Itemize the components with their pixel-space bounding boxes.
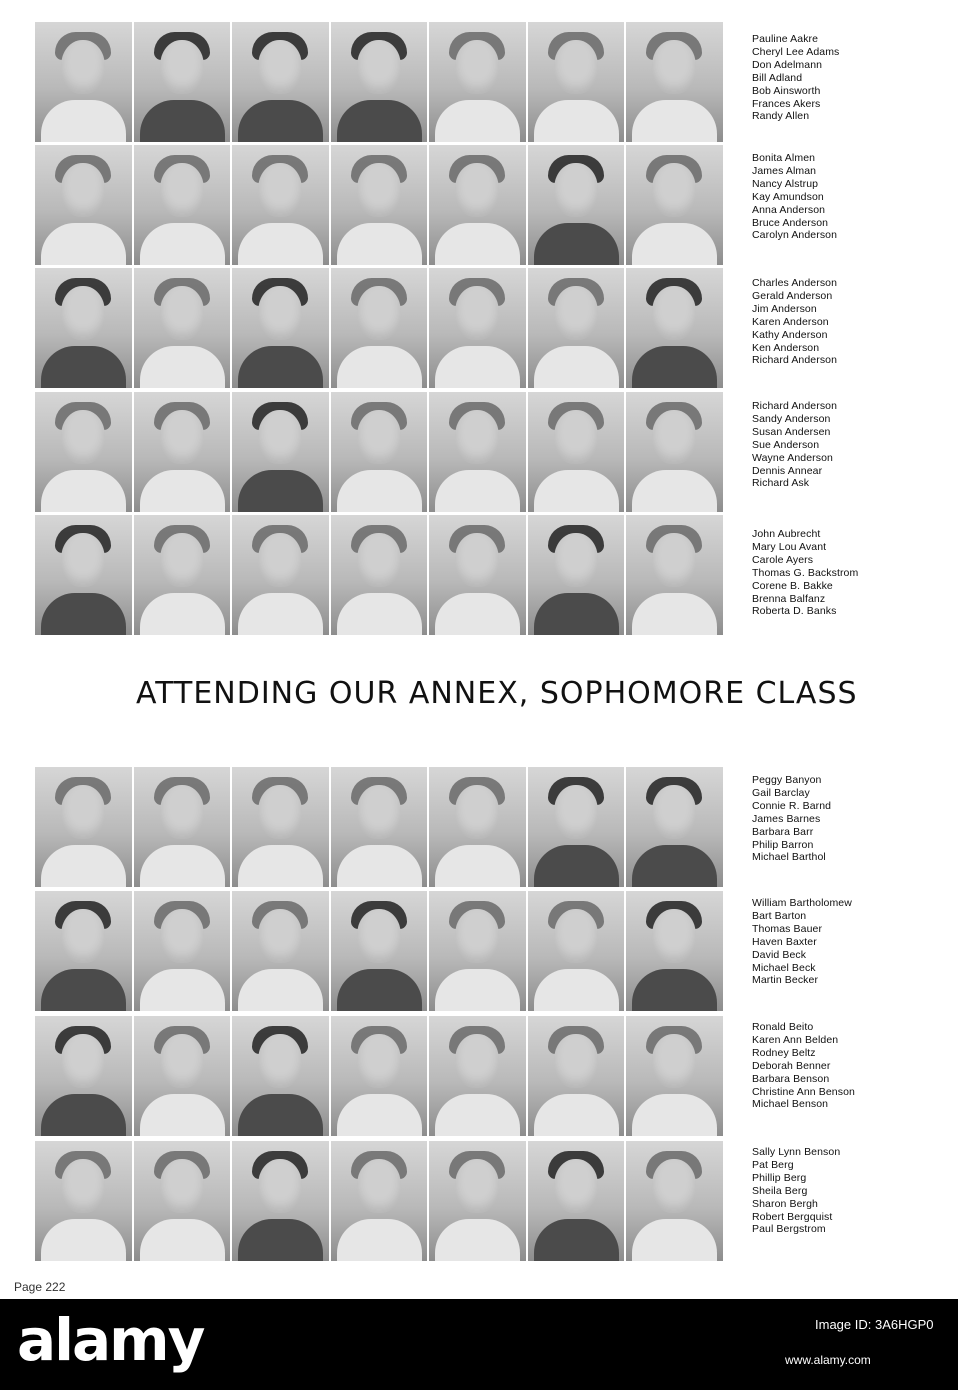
student-name: Richard Ask [752, 477, 810, 490]
portrait-photo [35, 891, 132, 1011]
student-name: Haven Baxter [752, 935, 817, 948]
portrait-photo [134, 268, 231, 388]
student-name: Bruce Anderson [752, 216, 829, 229]
student-name: Roberta D. Banks [752, 605, 837, 618]
portrait-photo [232, 891, 329, 1011]
photo-row-7 [35, 891, 723, 1011]
student-name: Richard Anderson [752, 400, 838, 412]
portrait-photo [626, 1141, 723, 1261]
name-list [752, 152, 952, 242]
portrait-photo [626, 767, 723, 887]
portrait-photo [626, 891, 723, 1011]
name-list [752, 1146, 952, 1236]
student-name: Gerald Anderson [752, 289, 833, 302]
brand-logo: alamy [17, 1306, 204, 1374]
portrait-photo [331, 767, 428, 887]
student-name: Rodney Beltz [752, 1046, 816, 1059]
portrait-photo [232, 767, 329, 887]
student-name: Ken Anderson [752, 341, 820, 354]
portrait-photo [35, 767, 132, 887]
portrait-photo [134, 515, 231, 635]
photo-row-9 [35, 1141, 723, 1261]
portrait-photo [626, 268, 723, 388]
portrait-photo [134, 145, 231, 265]
student-name: Mary Lou Avant [752, 540, 827, 553]
portrait-photo [331, 268, 428, 388]
portrait-photo [429, 1141, 526, 1261]
student-name: Paul Bergstrom [752, 1223, 826, 1236]
portrait-photo [626, 515, 723, 635]
student-name: Michael Barthol [752, 851, 826, 864]
portrait-photo [528, 1141, 625, 1261]
student-name: Corene B. Bakke [752, 579, 833, 592]
student-name: Barbara Barr [752, 825, 814, 838]
student-name: Sue Anderson [752, 438, 820, 451]
portrait-photo [528, 891, 625, 1011]
portrait-photo [134, 1141, 231, 1261]
student-name: Connie R. Barnd [752, 799, 832, 812]
student-name: Brenna Balfanz [752, 592, 826, 605]
student-name: James Alman [752, 164, 817, 177]
portrait-photo [134, 1016, 231, 1136]
name-list [752, 33, 952, 123]
student-name: Martin Becker [752, 974, 819, 987]
portrait-photo [134, 891, 231, 1011]
student-name: Michael Benson [752, 1098, 829, 1111]
portrait-photo [35, 1016, 132, 1136]
portrait-photo [232, 1141, 329, 1261]
student-name: Richard Anderson [752, 354, 838, 367]
portrait-photo [331, 515, 428, 635]
student-name: Thomas G. Backstrom [752, 566, 859, 579]
student-name: Charles Anderson [752, 277, 838, 289]
student-name: Bart Barton [752, 909, 807, 922]
student-name: John Aubrecht [752, 528, 821, 540]
portrait-photo [429, 1016, 526, 1136]
portrait-photo [528, 145, 625, 265]
student-name: Thomas Bauer [752, 922, 823, 935]
student-name: Jim Anderson [752, 302, 817, 315]
student-name: Kathy Anderson [752, 328, 828, 341]
photo-row-5 [35, 515, 723, 635]
portrait-photo [429, 392, 526, 512]
name-list [752, 897, 952, 987]
student-name: Philip Barron [752, 838, 814, 851]
name-list [752, 1021, 952, 1111]
portrait-photo [429, 515, 526, 635]
student-name: Sharon Bergh [752, 1197, 818, 1210]
photo-row-4 [35, 392, 723, 512]
student-name: Carolyn Anderson [752, 229, 838, 242]
student-name: Susan Andersen [752, 425, 831, 438]
portrait-photo [35, 145, 132, 265]
student-name: Barbara Benson [752, 1072, 830, 1085]
portrait-photo [35, 22, 132, 142]
portrait-photo [626, 22, 723, 142]
student-name: Sandy Anderson [752, 412, 831, 425]
page-number: Page 222 [14, 1280, 66, 1294]
student-name: Frances Akers [752, 97, 821, 110]
student-name: Cheryl Lee Adams [752, 45, 840, 58]
portrait-photo [528, 515, 625, 635]
portrait-photo [35, 392, 132, 512]
photo-row-6 [35, 767, 723, 887]
portrait-photo [528, 22, 625, 142]
photo-row-1 [35, 22, 723, 142]
portrait-photo [232, 145, 329, 265]
portrait-photo [528, 392, 625, 512]
image-id-label: Image ID: 3A6HGP0 [815, 1317, 934, 1332]
site-url: www.alamy.com [785, 1353, 871, 1367]
name-list [752, 400, 952, 490]
student-name: Bob Ainsworth [752, 84, 821, 97]
student-name: Bonita Almen [752, 152, 816, 164]
portrait-photo [528, 268, 625, 388]
photo-row-3 [35, 268, 723, 388]
student-name: Karen Ann Belden [752, 1033, 839, 1046]
student-name: Michael Beck [752, 961, 816, 974]
student-name: William Bartholomew [752, 897, 852, 909]
page-title: ATTENDING OUR ANNEX, SOPHOMORE CLASS [136, 676, 858, 711]
student-name: Carole Ayers [752, 553, 814, 566]
name-list [752, 774, 952, 864]
student-name: Bill Adland [752, 71, 803, 84]
student-name: Karen Anderson [752, 315, 829, 328]
student-name: Don Adelmann [752, 58, 823, 71]
student-name: Ronald Beito [752, 1021, 814, 1033]
portrait-photo [331, 1141, 428, 1261]
student-name: Wayne Anderson [752, 451, 833, 464]
portrait-photo [626, 145, 723, 265]
portrait-photo [232, 392, 329, 512]
portrait-photo [331, 145, 428, 265]
student-name: Anna Anderson [752, 203, 826, 216]
student-name: Peggy Banyon [752, 774, 822, 786]
student-name: Gail Barclay [752, 786, 810, 799]
student-name: Nancy Alstrup [752, 177, 819, 190]
watermark-footer [0, 1299, 958, 1390]
portrait-photo [528, 767, 625, 887]
student-name: Pat Berg [752, 1158, 794, 1171]
student-name: Deborah Benner [752, 1059, 831, 1072]
portrait-photo [35, 515, 132, 635]
portrait-photo [232, 1016, 329, 1136]
name-list [752, 277, 952, 367]
student-name: Sheila Berg [752, 1184, 808, 1197]
portrait-photo [429, 268, 526, 388]
portrait-photo [35, 268, 132, 388]
student-name: Randy Allen [752, 110, 810, 123]
student-name: Sally Lynn Benson [752, 1146, 841, 1158]
name-list [752, 528, 952, 618]
portrait-photo [35, 1141, 132, 1261]
portrait-photo [429, 22, 526, 142]
student-name: Pauline Aakre [752, 33, 819, 45]
photo-row-2 [35, 145, 723, 265]
photo-row-8 [35, 1016, 723, 1136]
student-name: James Barnes [752, 812, 821, 825]
portrait-photo [331, 22, 428, 142]
portrait-photo [626, 392, 723, 512]
student-name: Phillip Berg [752, 1171, 807, 1184]
student-name: Kay Amundson [752, 190, 824, 203]
portrait-photo [429, 767, 526, 887]
portrait-photo [134, 767, 231, 887]
portrait-photo [232, 515, 329, 635]
portrait-photo [331, 392, 428, 512]
portrait-photo [331, 891, 428, 1011]
portrait-photo [232, 22, 329, 142]
student-name: Dennis Annear [752, 464, 823, 477]
student-name: David Beck [752, 948, 807, 961]
portrait-photo [331, 1016, 428, 1136]
student-name: Christine Ann Benson [752, 1085, 855, 1098]
portrait-photo [429, 891, 526, 1011]
portrait-photo [134, 392, 231, 512]
portrait-photo [134, 22, 231, 142]
portrait-photo [429, 145, 526, 265]
student-name: Robert Bergquist [752, 1210, 833, 1223]
portrait-photo [528, 1016, 625, 1136]
portrait-photo [626, 1016, 723, 1136]
portrait-photo [232, 268, 329, 388]
